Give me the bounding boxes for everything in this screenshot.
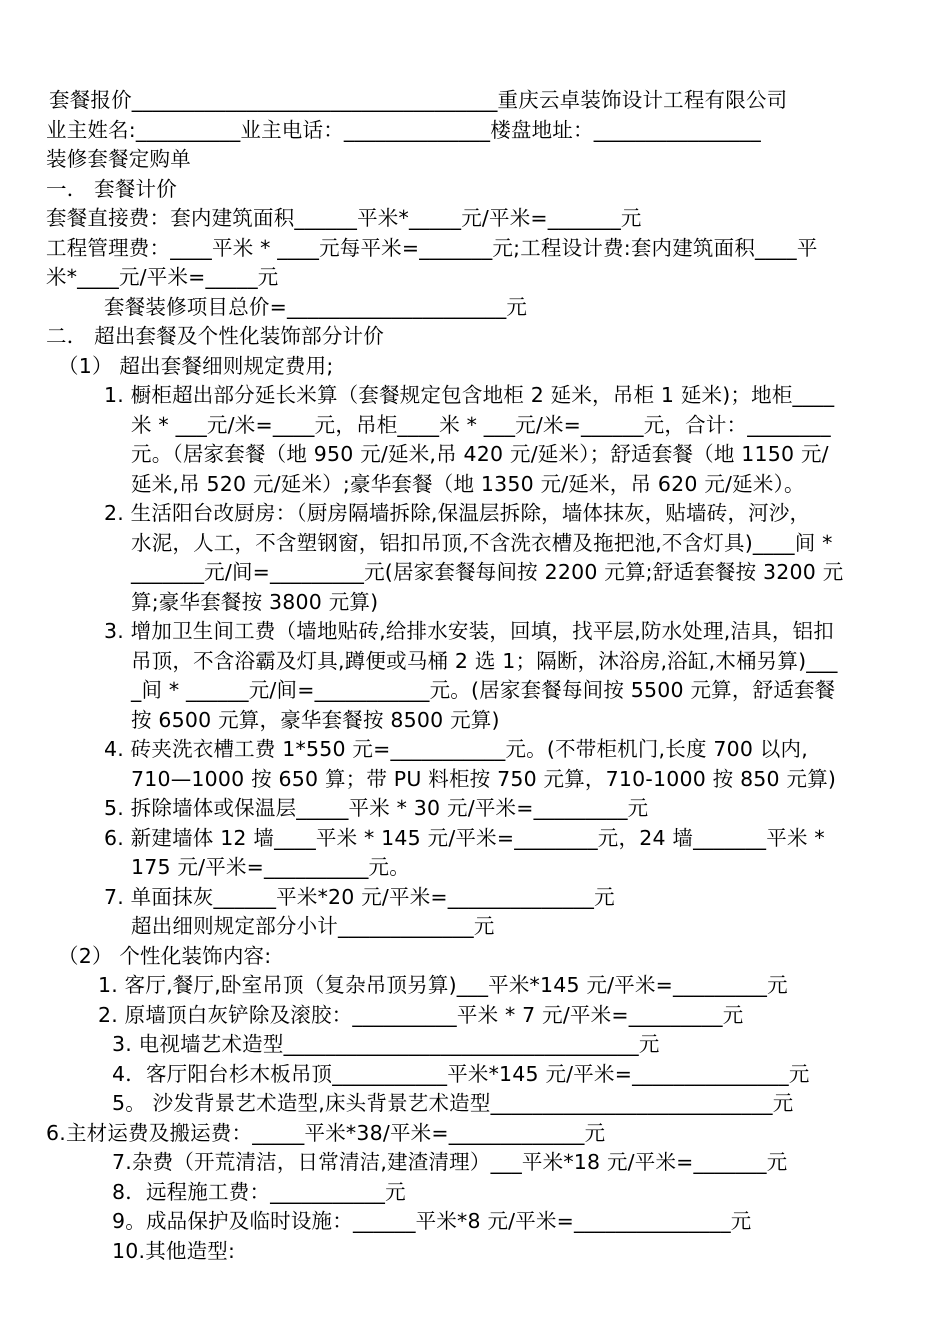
header-line: 套餐报价___________________________________重庆云卓装饰设计工程有限公司 — [49, 88, 788, 112]
item-5-line: 5. 拆除墙体或保温层_____平米 * 30 元/平米=_________元 — [104, 796, 649, 820]
item-4-line: 710—1000 按 650 算；带 PU 料柜按 750 元算，710-1000 按 850 元算) — [131, 767, 837, 791]
custom-item-9: 9。成品保护及临时设施：______平米*8 元/平米=_______________元 — [112, 1209, 752, 1233]
item-3-line: _间 * ______元/间=___________元。(居家套餐每间按 5500 元算，舒适套餐 — [131, 678, 836, 702]
management-fee-line: 工程管理费：____平米 * ____元每平米=_______元;工程设计费:套内建筑面积____平 — [46, 236, 818, 260]
subtotal-line: 超出细则规定部分小计_____________元 — [131, 914, 495, 938]
item-1-line: 延米,吊 520 元/延米）;豪华套餐（地 1350 元/延米，吊 620 元/延米）。 — [131, 472, 805, 496]
item-2-line: 算;豪华套餐按 3800 元算) — [131, 590, 379, 614]
custom-item-1: 1. 客厅,餐厅,卧室吊顶（复杂吊顶另算)___平米*145 元/平米=_________元 — [98, 973, 788, 997]
subsection-2-heading: （2） 个性化装饰内容: — [58, 944, 272, 968]
custom-item-7: 7.杂费（开荒清洁，日常清洁,建渣清理）___平米*18 元/平米=_______元 — [112, 1150, 788, 1174]
item-1-line: 1. 橱柜超出部分延长米算（套餐规定包含地柜 2 延米，吊柜 1 延米)；地柜____ — [104, 383, 835, 407]
item-1-line: 元。（居家套餐（地 950 元/延米,吊 420 元/延米）；舒适套餐（地 1150 元/ — [131, 442, 829, 466]
item-2-line: _______元/间=_________元(居家套餐每间按 2200 元算;舒适套餐按 3200 元 — [131, 560, 844, 584]
custom-item-10: 10.其他造型: — [112, 1239, 236, 1263]
doc-title: 装修套餐定购单 — [46, 147, 191, 171]
custom-item-5: 5。 沙发背景艺术造型,床头背景艺术造型___________________________元 — [112, 1091, 794, 1115]
item-1-line: 米 * ___元/米=____元，吊柜____米 * ___元/米=______元，合计：________ — [131, 413, 831, 437]
custom-item-4: 4．客厅阳台杉木板吊顶___________平米*145 元/平米=_______________元 — [112, 1062, 810, 1086]
owner-info-line: 业主姓名:__________业主电话：______________楼盘地址：________________ — [46, 118, 761, 142]
custom-item-6: 6.主材运费及搬运费：_____平米*38/平米=_____________元 — [46, 1121, 606, 1145]
item-2-line: 2. 生活阳台改厨房：（厨房隔墙拆除,保温层拆除，墙体抹灰，贴墙砖，河沙， — [104, 501, 811, 525]
item-2-line: 水泥，人工，不含塑钢窗，铝扣吊顶,不含洗衣槽及拖把池,不含灯具)____间 * — [131, 531, 833, 555]
item-7-line: 7. 单面抹灰______平米*20 元/平米=______________元 — [104, 885, 615, 909]
package-direct-fee: 套餐直接费：套内建筑面积______平米*_____元/平米=_______元 — [46, 206, 642, 230]
custom-item-2: 2. 原墙顶白灰铲除及滚胶：__________平米 * 7 元/平米=_________元 — [98, 1003, 744, 1027]
item-6-line: 175 元/平米=__________元。 — [131, 855, 410, 879]
management-fee-cont: 米*____元/平米=_____元 — [46, 265, 279, 289]
section-2-heading: 二． 超出套餐及个性化装饰部分计价 — [46, 324, 384, 348]
item-3-line: 吊顶，不含浴霸及灯具,蹲便或马桶 2 选 1；隔断，沐浴房,浴缸,木桶另算)___ — [131, 649, 838, 673]
package-total-line: 套餐装修项目总价=_____________________元 — [104, 295, 528, 319]
item-3-line: 3. 增加卫生间工费（墙地贴砖,给排水安装，回填，找平层,防水处理,洁具，铝扣 — [104, 619, 834, 643]
custom-item-8: 8．远程施工费：___________元 — [112, 1180, 406, 1204]
custom-item-3: 3. 电视墙艺术造型__________________________________元 — [112, 1032, 660, 1056]
item-6-line: 6. 新建墙体 12 墙____平米 * 145 元/平米=________元，24 墙_______平米 * — [104, 826, 825, 850]
item-4-line: 4. 砖夹洗衣槽工费 1*550 元=___________元。(不带柜机门,长度 700 以内, — [104, 737, 808, 761]
subsection-1-heading: （1） 超出套餐细则规定费用; — [58, 354, 334, 378]
item-3-line: 按 6500 元算，豪华套餐按 8500 元算) — [131, 708, 500, 732]
section-1-heading: 一． 套餐计价 — [46, 177, 177, 201]
